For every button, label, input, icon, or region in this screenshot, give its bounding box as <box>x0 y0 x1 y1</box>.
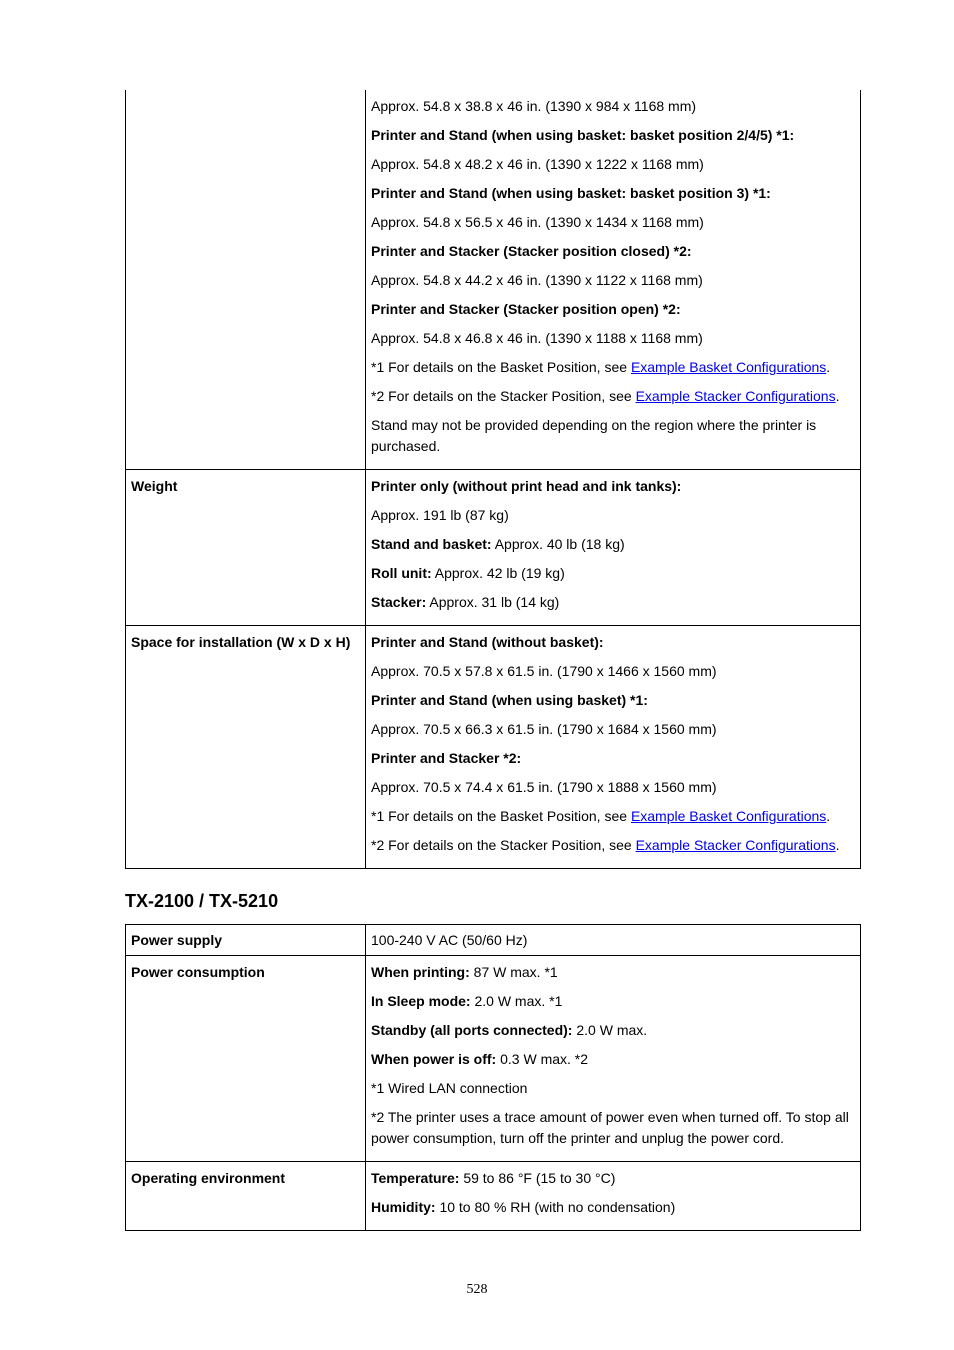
spec-table-continued <box>125 90 861 869</box>
printing-power: When printing: 87 W max. *1 <box>371 964 558 980</box>
space-line: Approx. 70.5 x 66.3 x 61.5 in. (1790 x 1684 x 1560 mm) <box>371 721 717 737</box>
space-line: Printer and Stand (without basket): <box>371 634 604 650</box>
power-note-1: *1 Wired LAN connection <box>371 1080 528 1096</box>
weight-value-cell <box>366 470 861 626</box>
stacker-note: *2 For details on the Stacker Position, see Example Stacker Configurations. <box>371 388 840 404</box>
basket-note: *1 For details on the Basket Position, see Example Basket Configurations. <box>371 808 831 824</box>
dimension-line: Printer and Stand (when using basket: basket position 3) *1: <box>371 185 771 201</box>
stacker-weight: Stacker: Approx. 31 lb (14 kg) <box>371 594 560 610</box>
power-consumption-value-cell <box>366 956 861 1162</box>
space-line: Printer and Stacker *2: <box>371 750 522 766</box>
standby-power: Standby (all ports connected): 2.0 W max. <box>371 1022 648 1038</box>
basket-note: *1 For details on the Basket Position, see Example Basket Configurations. <box>371 359 831 375</box>
power-note-2: *2 The printer uses a trace amount of power even when turned off. To stop all power consumption, turn off the printer and unplug the power cord. <box>371 1109 849 1146</box>
stand-note: Stand may not be provided depending on the region where the printer is purchased. <box>371 417 817 454</box>
power-consumption-label: Power consumption <box>126 956 366 1162</box>
operating-environment-value-cell <box>366 1162 861 1231</box>
space-line: Approx. 70.5 x 74.4 x 61.5 in. (1790 x 1888 x 1560 mm) <box>371 779 717 795</box>
dimension-line: Printer and Stand (when using basket: basket position 2/4/5) *1: <box>371 127 795 143</box>
space-line: Approx. 70.5 x 57.8 x 61.5 in. (1790 x 1466 x 1560 mm) <box>371 663 717 679</box>
printer-only-value: Approx. 191 lb (87 kg) <box>371 507 509 523</box>
spec-table-tx2100 <box>125 924 861 1231</box>
stacker-note: *2 For details on the Stacker Position, see Example Stacker Configurations. <box>371 837 840 853</box>
space-line: Printer and Stand (when using basket) *1: <box>371 692 648 708</box>
sleep-power: In Sleep mode: 2.0 W max. *1 <box>371 993 563 1009</box>
dimensions-value-cell <box>366 90 861 470</box>
space-value-cell <box>366 626 861 869</box>
operating-environment-label: Operating environment <box>126 1162 366 1231</box>
basket-config-link[interactable]: Example Basket Configurations <box>630 359 827 375</box>
section-heading: TX-2100 / TX-5210 <box>125 891 279 911</box>
table-row <box>126 1162 861 1231</box>
off-power: When power is off: 0.3 W max. *2 <box>371 1051 589 1067</box>
basket-config-link[interactable]: Example Basket Configurations <box>630 808 827 824</box>
dimension-line: Approx. 54.8 x 46.8 x 46 in. (1390 x 1188 x 1168 mm) <box>371 330 703 346</box>
dimension-line: Approx. 54.8 x 38.8 x 46 in. (1390 x 984 x 1168 mm) <box>371 98 697 114</box>
dimension-line: Approx. 54.8 x 48.2 x 46 in. (1390 x 1222 x 1168 mm) <box>371 156 704 172</box>
temperature: Temperature: 59 to 86 °F (15 to 30 °C) <box>371 1170 616 1186</box>
humidity: Humidity: 10 to 80 % RH (with no condensation) <box>371 1199 676 1215</box>
table-row <box>126 626 861 869</box>
table-row <box>126 90 861 470</box>
weight-label: Weight <box>126 470 366 626</box>
dimensions-label-cell <box>126 90 366 470</box>
stand-weight: Stand and basket: Approx. 40 lb (18 kg) <box>371 536 625 552</box>
page-number: 528 <box>466 1282 488 1297</box>
stacker-config-link[interactable]: Example Stacker Configurations <box>635 837 836 853</box>
table-row <box>126 956 861 1162</box>
dimension-line: Printer and Stacker (Stacker position open) *2: <box>371 301 681 317</box>
dimension-line: Approx. 54.8 x 44.2 x 46 in. (1390 x 1122 x 1168 mm) <box>371 272 703 288</box>
table-row <box>126 925 861 956</box>
table-row <box>126 470 861 626</box>
printer-only-label: Printer only (without print head and ink tanks): <box>371 478 682 494</box>
dimension-line: Printer and Stacker (Stacker position closed) *2: <box>371 243 692 259</box>
power-supply-label: Power supply <box>126 925 366 956</box>
dimension-line: Approx. 54.8 x 56.5 x 46 in. (1390 x 1434 x 1168 mm) <box>371 214 704 230</box>
roll-unit-weight: Roll unit: Approx. 42 lb (19 kg) <box>371 565 565 581</box>
space-label: Space for installation (W x D x H) <box>126 626 366 869</box>
power-supply-value: 100-240 V AC (50/60 Hz) <box>366 925 861 956</box>
stacker-config-link[interactable]: Example Stacker Configurations <box>635 388 836 404</box>
